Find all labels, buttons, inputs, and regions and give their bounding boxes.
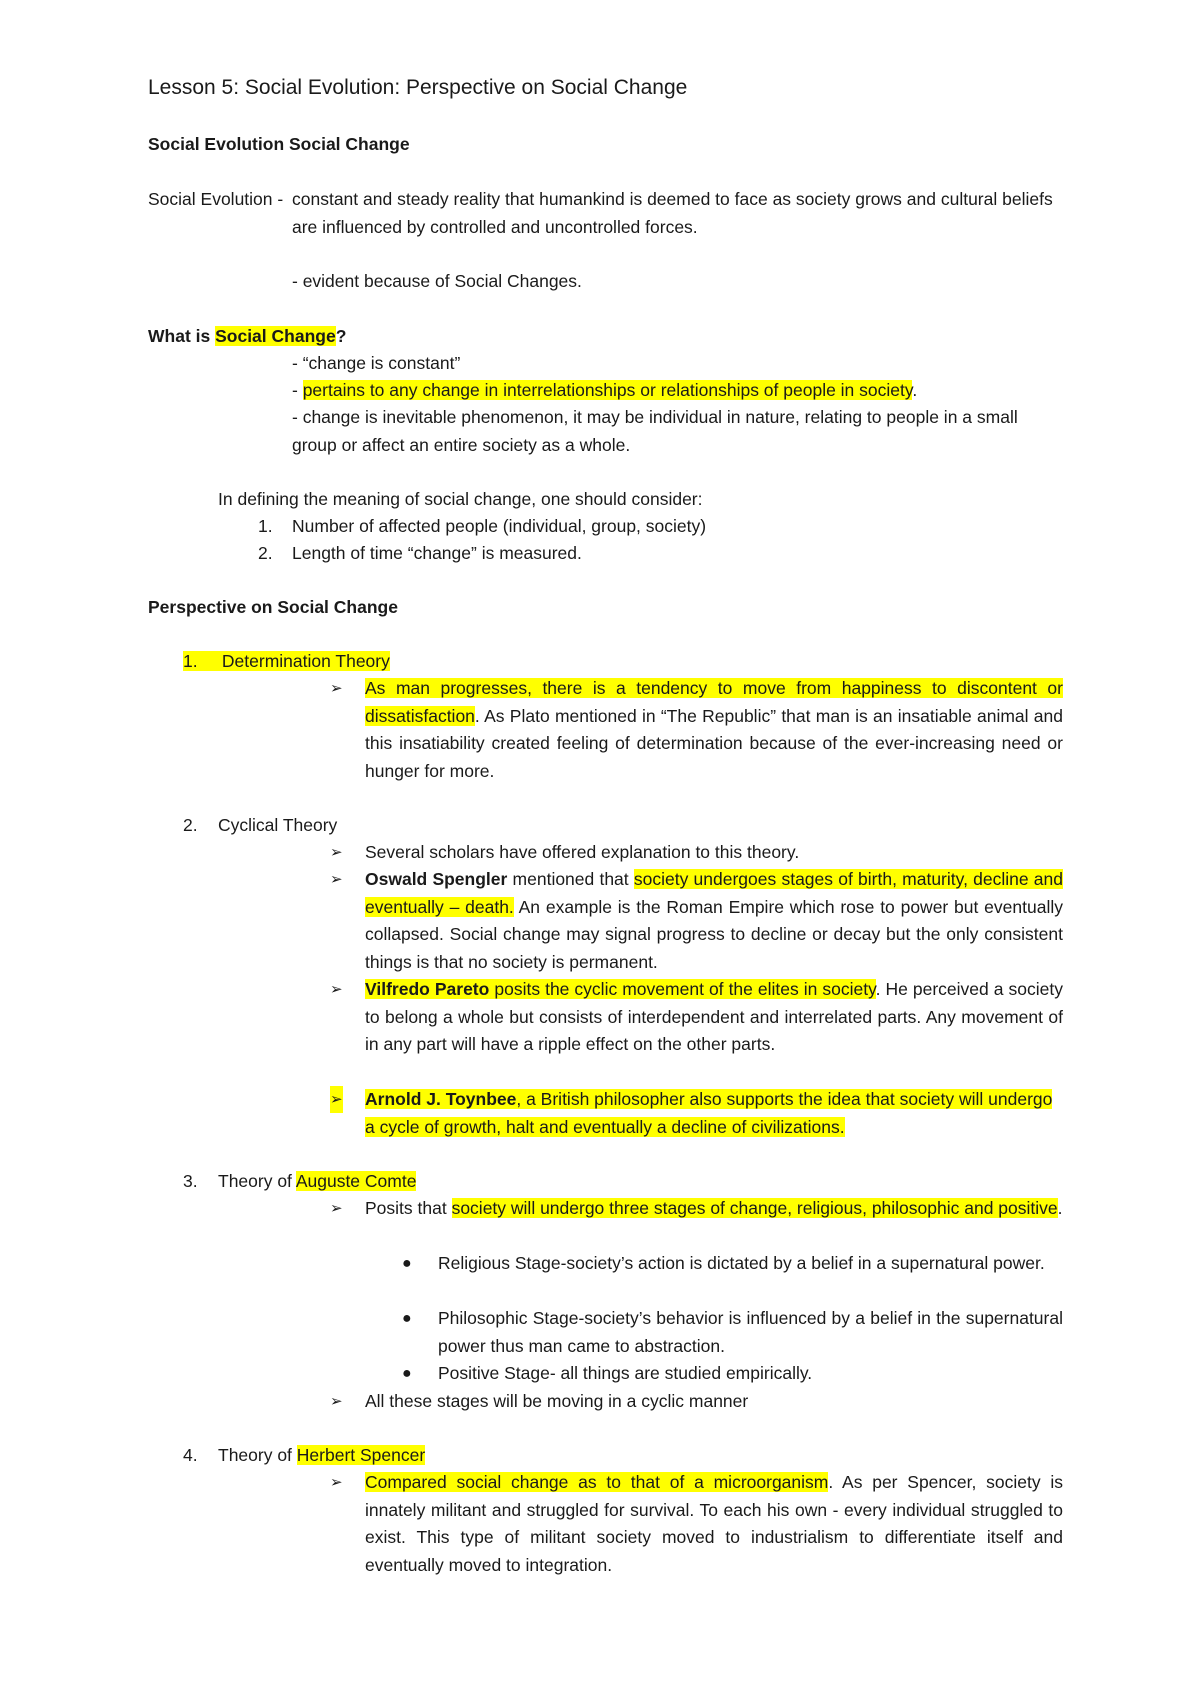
- arrow-icon: ➢: [330, 981, 343, 998]
- change-point-2: - pertains to any change in interrelationships or relationships of people in society.: [292, 380, 918, 400]
- theory-3-bullet-1: Posits that society will undergo three stages of change, religious, philosophic and positive.: [365, 1198, 1063, 1218]
- change-point-3: - change is inevitable phenomenon, it may be individual in nature, relating to people in a small group or affect an entire society as a whole.: [292, 407, 1018, 455]
- page-title: Lesson 5: Social Evolution: Perspective on Social Change: [148, 76, 688, 99]
- theory-2-heading: Cyclical Theory: [218, 815, 338, 835]
- arrow-icon: ➢: [330, 1474, 343, 1491]
- arrow-icon: ➢: [330, 871, 343, 888]
- theory-4-bullet-1: Compared social change as to that of a microorganism. As per Spencer, society is innately militant and struggled for survival. To each his own - every individual struggled to exist. This type of militant society moved to industrialism to differentiate itself and eventually moved to integration.: [365, 1472, 1063, 1575]
- theory-2-bullet-4: Arnold J. Toynbee, a British philosopher also supports the idea that society will undergo a cycle of growth, halt and eventually a decline of civilizations.: [365, 1089, 1053, 1137]
- section-heading: Social Evolution Social Change: [148, 134, 410, 154]
- theory-4-number: 4.: [183, 1445, 198, 1465]
- stage-positive: Positive Stage- all things are studied empirically.: [438, 1363, 813, 1383]
- theory-3-number: 3.: [183, 1171, 198, 1191]
- defining-intro: In defining the meaning of social change, one should consider:: [218, 489, 703, 509]
- evolution-evident: - evident because of Social Changes.: [292, 271, 582, 291]
- arrow-icon: ➢: [330, 680, 343, 697]
- defining-number-2: 2.: [258, 543, 273, 563]
- stage-religious: Religious Stage-society’s action is dictated by a belief in a supernatural power.: [438, 1253, 1045, 1273]
- theory-2-bullet-3: Vilfredo Pareto posits the cyclic movement of the elites in society. He perceived a society to belong a whole but consists of interdependent and interrelated parts. Any movement of in any part will have a ripple effect on the other parts.: [365, 979, 1063, 1054]
- theory-4-heading: Theory of Herbert Spencer: [218, 1445, 426, 1465]
- theory-3-heading: Theory of Auguste Comte: [218, 1171, 417, 1191]
- arrow-icon: ➢: [330, 1393, 343, 1410]
- stage-philosophic: Philosophic Stage-society’s behavior is influenced by a belief in the supernatural power thus man came to abstraction.: [438, 1308, 1063, 1356]
- change-point-1: - “change is constant”: [292, 353, 461, 373]
- bullet-icon: ●: [402, 1310, 412, 1327]
- perspective-heading: Perspective on Social Change: [148, 597, 398, 617]
- bullet-icon: ●: [402, 1365, 412, 1382]
- defining-number-1: 1.: [258, 516, 273, 536]
- theory-2-number: 2.: [183, 815, 198, 835]
- defining-item-2: Length of time “change” is measured.: [292, 543, 582, 563]
- theory-2-bullet-1: Several scholars have offered explanation to this theory.: [365, 842, 800, 862]
- theory-3-bullet-2: All these stages will be moving in a cyclic manner: [365, 1391, 749, 1411]
- evolution-term: Social Evolution -: [148, 189, 284, 209]
- arrow-icon: ➢: [330, 844, 343, 861]
- evolution-definition-text: constant and steady reality that humankind is deemed to face as society grows and cultural beliefs are influenced by controlled and uncontrolled forces.: [292, 189, 1053, 237]
- defining-item-1: Number of affected people (individual, group, society): [292, 516, 707, 536]
- bullet-icon: ●: [402, 1255, 412, 1272]
- theory-1-bullet-1: As man progresses, there is a tendency to move from happiness to discontent or dissatisfaction. As Plato mentioned in “The Republic” that man is an insatiable animal and this insatiability created feeling of determination because of the ever-increasing need or hunger for more.: [365, 678, 1063, 781]
- theory-1-heading: 1. Determination Theory: [183, 651, 390, 671]
- theory-2-bullet-2: Oswald Spengler mentioned that society undergoes stages of birth, maturity, decline and eventually – death. An example is the Roman Empire which rose to power but eventually collapsed. Social change may signal progress to decline or decay but the only consistent things is that no society is permanent.: [365, 869, 1064, 972]
- arrow-icon: ➢: [330, 1200, 343, 1217]
- what-is-heading: What is Social Change?: [148, 326, 347, 346]
- arrow-icon: ➢: [330, 1086, 343, 1113]
